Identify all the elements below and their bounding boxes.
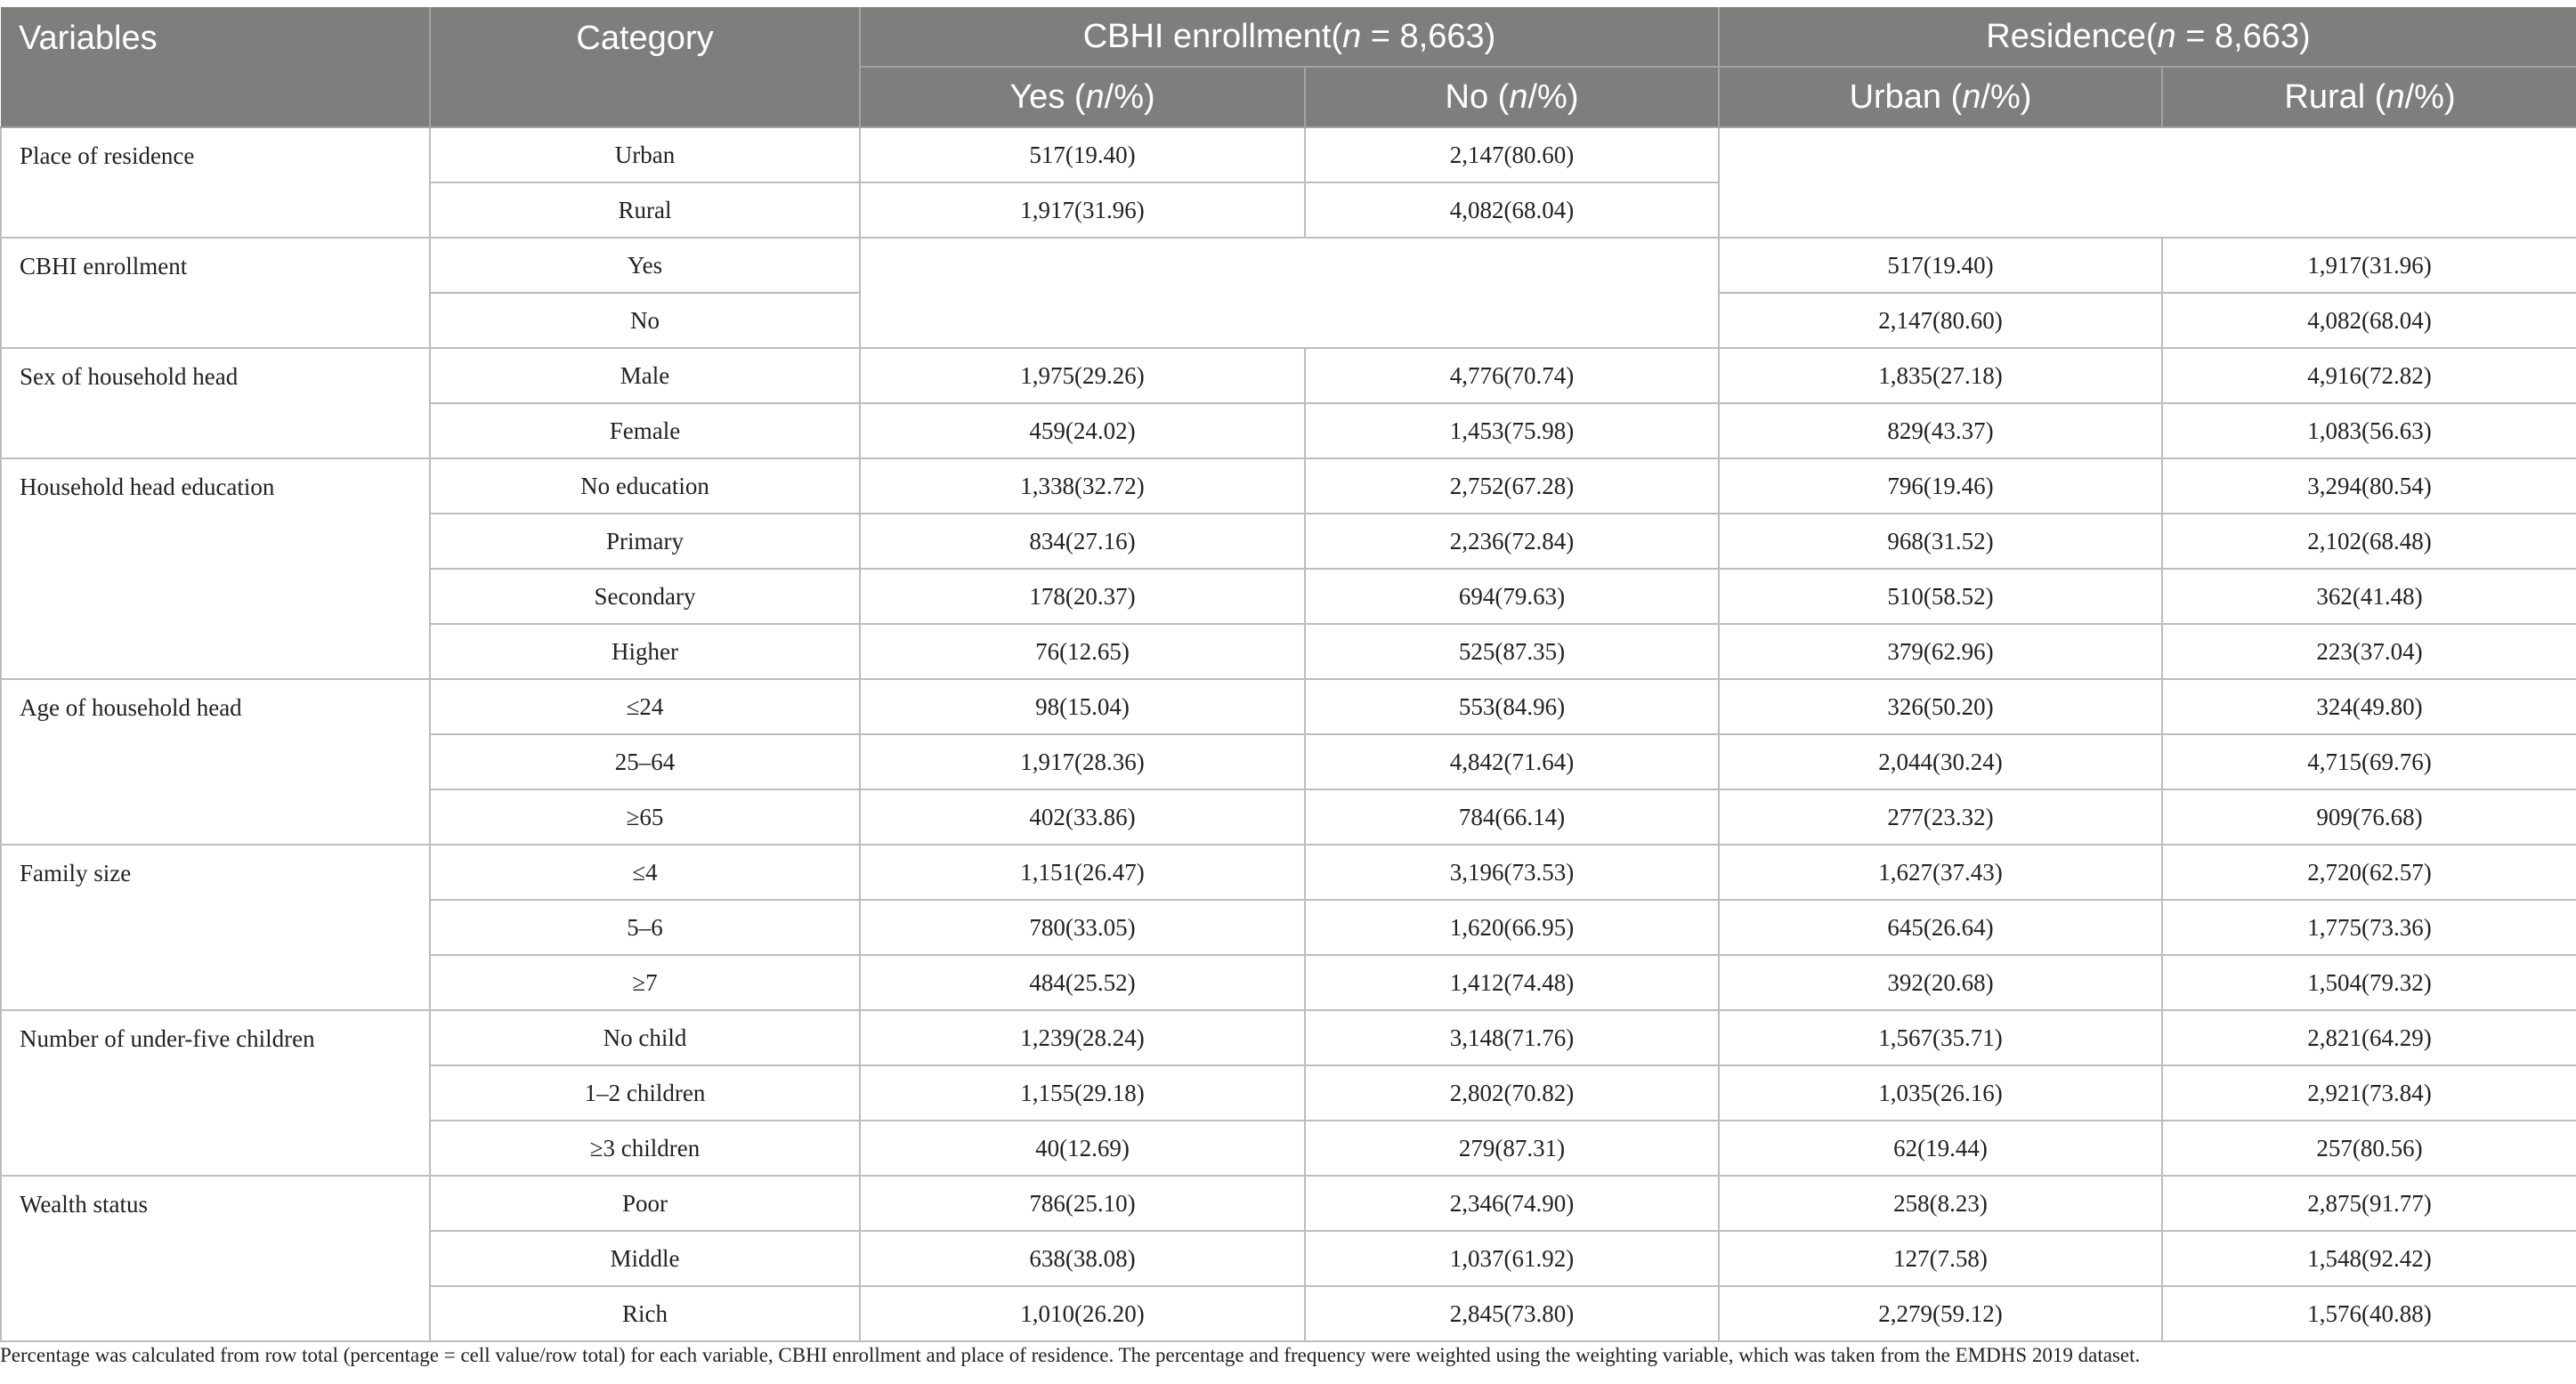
yes-cell: 1,917(28.36) — [860, 734, 1305, 789]
urban-cell: 517(19.40) — [1719, 238, 2162, 293]
yes-cell: 780(33.05) — [860, 900, 1305, 955]
yes-cell: 1,239(28.24) — [860, 1010, 1305, 1065]
table-row — [1, 458, 2576, 514]
table-row — [1, 1176, 2576, 1231]
urban-cell: 2,147(80.60) — [1719, 293, 2162, 348]
rural-cell: 324(49.80) — [2162, 679, 2576, 734]
no-cell: 694(79.63) — [1305, 569, 1719, 624]
no-cell: 2,346(74.90) — [1305, 1176, 1719, 1231]
header-variables: Variables — [1, 7, 430, 127]
no-cell: 784(66.14) — [1305, 789, 1719, 845]
rural-cell: 1,083(56.63) — [2162, 403, 2576, 458]
rural-cell: 257(80.56) — [2162, 1121, 2576, 1176]
category-cell: Urban — [430, 127, 860, 182]
urban-cell: 326(50.20) — [1719, 679, 2162, 734]
rural-cell: 1,504(79.32) — [2162, 955, 2576, 1010]
rural-cell: 1,775(73.36) — [2162, 900, 2576, 955]
header-urban: Urban (n/%) — [1719, 67, 2162, 127]
table-row — [1, 238, 2576, 293]
rural-cell: 2,875(91.77) — [2162, 1176, 2576, 1231]
header-category: Category — [430, 7, 860, 127]
urban-cell: 127(7.58) — [1719, 1231, 2162, 1286]
urban-cell: 968(31.52) — [1719, 514, 2162, 569]
no-cell: 1,453(75.98) — [1305, 403, 1719, 458]
table-row — [1, 1010, 2576, 1065]
urban-cell: 1,035(26.16) — [1719, 1065, 2162, 1121]
no-cell: 2,752(67.28) — [1305, 458, 1719, 514]
category-cell: 25–64 — [430, 734, 860, 789]
rural-cell: 909(76.68) — [2162, 789, 2576, 845]
table-row — [1, 845, 2576, 900]
no-cell: 3,196(73.53) — [1305, 845, 1719, 900]
category-cell: Male — [430, 348, 860, 403]
yes-cell: 484(25.52) — [860, 955, 1305, 1010]
category-cell: 1–2 children — [430, 1065, 860, 1121]
rural-cell: 2,102(68.48) — [2162, 514, 2576, 569]
rural-cell: 4,715(69.76) — [2162, 734, 2576, 789]
urban-cell: 829(43.37) — [1719, 403, 2162, 458]
urban-cell: 796(19.46) — [1719, 458, 2162, 514]
urban-cell: 1,835(27.18) — [1719, 348, 2162, 403]
yes-cell: 402(33.86) — [860, 789, 1305, 845]
rural-cell: 3,294(80.54) — [2162, 458, 2576, 514]
rural-cell: 2,720(62.57) — [2162, 845, 2576, 900]
header-rural: Rural (n/%) — [2162, 67, 2576, 127]
no-cell: 2,845(73.80) — [1305, 1286, 1719, 1341]
no-cell: 2,236(72.84) — [1305, 514, 1719, 569]
urban-cell: 277(23.32) — [1719, 789, 2162, 845]
header-no: No (n/%) — [1305, 67, 1719, 127]
table-row — [1, 679, 2576, 734]
rural-cell: 4,082(68.04) — [2162, 293, 2576, 348]
no-cell: 2,802(70.82) — [1305, 1065, 1719, 1121]
variable-cell: Wealth status — [1, 1176, 430, 1341]
category-cell: Rural — [430, 182, 860, 238]
rural-cell: 223(37.04) — [2162, 624, 2576, 679]
urban-cell: 2,279(59.12) — [1719, 1286, 2162, 1341]
yes-cell: 1,917(31.96) — [860, 182, 1305, 238]
no-cell: 553(84.96) — [1305, 679, 1719, 734]
empty-cell — [1719, 127, 2576, 238]
table-header — [1, 7, 2576, 127]
urban-cell: 2,044(30.24) — [1719, 734, 2162, 789]
urban-cell: 62(19.44) — [1719, 1121, 2162, 1176]
empty-cell — [860, 238, 1719, 348]
category-cell: Poor — [430, 1176, 860, 1231]
yes-cell: 76(12.65) — [860, 624, 1305, 679]
no-cell: 4,776(70.74) — [1305, 348, 1719, 403]
category-cell: Secondary — [430, 569, 860, 624]
rural-cell: 362(41.48) — [2162, 569, 2576, 624]
urban-cell: 1,567(35.71) — [1719, 1010, 2162, 1065]
variable-cell: Place of residence — [1, 127, 430, 238]
yes-cell: 517(19.40) — [860, 127, 1305, 182]
category-cell: 5–6 — [430, 900, 860, 955]
urban-cell: 379(62.96) — [1719, 624, 2162, 679]
category-cell: No — [430, 293, 860, 348]
no-cell: 279(87.31) — [1305, 1121, 1719, 1176]
category-cell: ≥7 — [430, 955, 860, 1010]
variable-cell: Number of under-five children — [1, 1010, 430, 1176]
urban-cell: 645(26.64) — [1719, 900, 2162, 955]
header-cbhi-enrollment: CBHI enrollment(n = 8,663) — [860, 7, 1719, 67]
rural-cell: 1,576(40.88) — [2162, 1286, 2576, 1341]
no-cell: 4,842(71.64) — [1305, 734, 1719, 789]
category-cell: No child — [430, 1010, 860, 1065]
rural-cell: 2,921(73.84) — [2162, 1065, 2576, 1121]
category-cell: ≤24 — [430, 679, 860, 734]
no-cell: 1,620(66.95) — [1305, 900, 1719, 955]
variable-cell: CBHI enrollment — [1, 238, 430, 348]
data-table — [0, 7, 2576, 1342]
category-cell: ≥3 children — [430, 1121, 860, 1176]
yes-cell: 1,151(26.47) — [860, 845, 1305, 900]
yes-cell: 459(24.02) — [860, 403, 1305, 458]
category-cell: Rich — [430, 1286, 860, 1341]
variable-cell: Family size — [1, 845, 430, 1010]
category-cell: ≥65 — [430, 789, 860, 845]
rural-cell: 1,917(31.96) — [2162, 238, 2576, 293]
yes-cell: 98(15.04) — [860, 679, 1305, 734]
yes-cell: 40(12.69) — [860, 1121, 1305, 1176]
rural-cell: 2,821(64.29) — [2162, 1010, 2576, 1065]
urban-cell: 510(58.52) — [1719, 569, 2162, 624]
table-body — [1, 127, 2576, 1341]
no-cell: 2,147(80.60) — [1305, 127, 1719, 182]
rural-cell: 1,548(92.42) — [2162, 1231, 2576, 1286]
no-cell: 3,148(71.76) — [1305, 1010, 1719, 1065]
yes-cell: 786(25.10) — [860, 1176, 1305, 1231]
yes-cell: 1,338(32.72) — [860, 458, 1305, 514]
category-cell: Female — [430, 403, 860, 458]
header-residence: Residence(n = 8,663) — [1719, 7, 2576, 67]
urban-cell: 1,627(37.43) — [1719, 845, 2162, 900]
variable-cell: Sex of household head — [1, 348, 430, 458]
no-cell: 1,412(74.48) — [1305, 955, 1719, 1010]
urban-cell: 258(8.23) — [1719, 1176, 2162, 1231]
table-row — [1, 348, 2576, 403]
urban-cell: 392(20.68) — [1719, 955, 2162, 1010]
category-cell: Primary — [430, 514, 860, 569]
category-cell: ≤4 — [430, 845, 860, 900]
header-yes: Yes (n/%) — [860, 67, 1305, 127]
yes-cell: 638(38.08) — [860, 1231, 1305, 1286]
yes-cell: 1,975(29.26) — [860, 348, 1305, 403]
no-cell: 525(87.35) — [1305, 624, 1719, 679]
no-cell: 1,037(61.92) — [1305, 1231, 1719, 1286]
table-row — [1, 127, 2576, 182]
variable-cell: Age of household head — [1, 679, 430, 845]
yes-cell: 1,010(26.20) — [860, 1286, 1305, 1341]
yes-cell: 1,155(29.18) — [860, 1065, 1305, 1121]
no-cell: 4,082(68.04) — [1305, 182, 1719, 238]
rural-cell: 4,916(72.82) — [2162, 348, 2576, 403]
category-cell: Yes — [430, 238, 860, 293]
yes-cell: 178(20.37) — [860, 569, 1305, 624]
table-footnote: Percentage was calculated from row total (percentage = cell value/row total) for each variable, CBHI enrollment and place of residence. The percentage and frequency were weighted using the weighting variable, which was taken from the EMDHS 2019 dataset. — [0, 1344, 2141, 1366]
variable-cell: Household head education — [1, 458, 430, 679]
category-cell: Higher — [430, 624, 860, 679]
category-cell: No education — [430, 458, 860, 514]
category-cell: Middle — [430, 1231, 860, 1286]
yes-cell: 834(27.16) — [860, 514, 1305, 569]
